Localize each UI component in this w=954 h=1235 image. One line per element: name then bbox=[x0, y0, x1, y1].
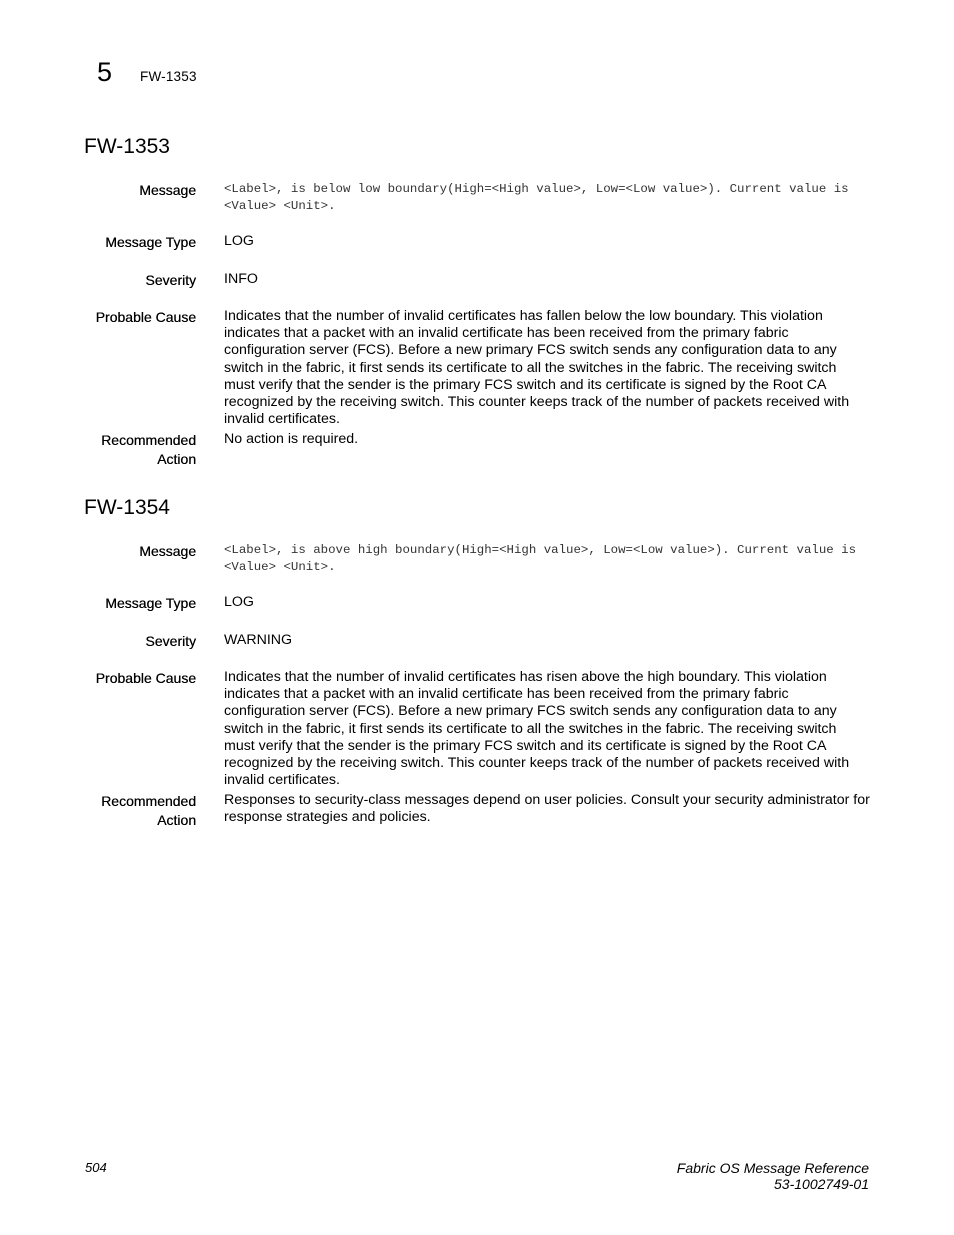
page-header bbox=[97, 56, 197, 88]
page-footer bbox=[677, 1160, 869, 1192]
message-row bbox=[60, 542, 880, 576]
message-label: Message bbox=[139, 182, 196, 198]
message-type-value: LOG bbox=[224, 233, 254, 249]
recommended-action-label-line2: Action bbox=[157, 451, 196, 467]
recommended-action-label-line1: Recommended bbox=[101, 432, 196, 448]
chapter-number: 5 bbox=[97, 57, 113, 87]
recommended-action-label-line2: Action bbox=[157, 812, 196, 828]
message-type-row bbox=[60, 233, 880, 252]
severity-row bbox=[60, 632, 880, 651]
message-type-label: Message Type bbox=[105, 595, 196, 611]
severity-label: Severity bbox=[145, 272, 196, 288]
severity-label: Severity bbox=[145, 633, 196, 649]
message-type-row bbox=[60, 594, 880, 613]
severity-value: INFO bbox=[224, 271, 258, 287]
recommended-action-label-line1: Recommended bbox=[101, 793, 196, 809]
probable-cause-text: Indicates that the number of invalid certificates has fallen below the low boundary. This violation indicates that a packet with an invalid certificate has been received from the primary fabric configuration server (FCS). Before a new primary FCS switch sends any configuration data to any switch in the fabric, it first sends its certificate to all the switches in the fabric. The receiving switch must verify that the sender is the primary FCS switch and its certificate is signed by the Root CA recognized by the receiving switch. This counter keeps track of the number of packets received with invalid certificates. bbox=[224, 308, 850, 428]
message-type-label: Message Type bbox=[105, 234, 196, 250]
recommended-action-text: Responses to security-class messages depend on user policies. Consult your security administrator for response strategies and policies. bbox=[224, 792, 870, 826]
entry-title: FW-1353 bbox=[84, 135, 170, 158]
doc-number: 53-1002749-01 bbox=[774, 1176, 869, 1192]
message-row bbox=[60, 181, 880, 215]
book-title: Fabric OS Message Reference bbox=[676, 1160, 869, 1176]
probable-cause-label: Probable Cause bbox=[95, 670, 196, 686]
entry-title: FW-1354 bbox=[84, 496, 170, 519]
recommended-action-row bbox=[60, 792, 880, 830]
probable-cause-label: Probable Cause bbox=[95, 309, 196, 325]
recommended-action-label bbox=[60, 792, 224, 830]
probable-cause-row bbox=[60, 669, 880, 789]
probable-cause-row bbox=[60, 308, 880, 428]
severity-row bbox=[60, 271, 880, 290]
message-type-value: LOG bbox=[224, 594, 254, 610]
message-label: Message bbox=[139, 543, 196, 559]
page-number: 504 bbox=[85, 1160, 107, 1175]
message-text: <Label>, is above high boundary(High=<High value>, Low=<Low value>). Current value is <Value> <Unit>. bbox=[224, 543, 857, 574]
probable-cause-text: Indicates that the number of invalid certificates has risen above the high boundary. This violation indicates that a packet with an invalid certificate has been received from the primary fabric configuration server (FCS). Before a new primary FCS switch sends any configuration data to any switch in the fabric, it first sends its certificate to all the switches in the fabric. The receiving switch must verify that the sender is the primary FCS switch and its certificate is signed by the Root CA recognized by the receiving switch. This counter keeps track of the number of packets received with invalid certificates. bbox=[224, 669, 850, 789]
running-head: FW-1353 bbox=[140, 69, 197, 84]
severity-value: WARNING bbox=[224, 632, 293, 648]
recommended-action-row bbox=[60, 431, 880, 469]
recommended-action-text: No action is required. bbox=[224, 431, 359, 447]
recommended-action-label bbox=[60, 431, 224, 469]
message-text: <Label>, is below low boundary(High=<High value>, Low=<Low value>). Current value is <Value> <Unit>. bbox=[224, 182, 849, 213]
